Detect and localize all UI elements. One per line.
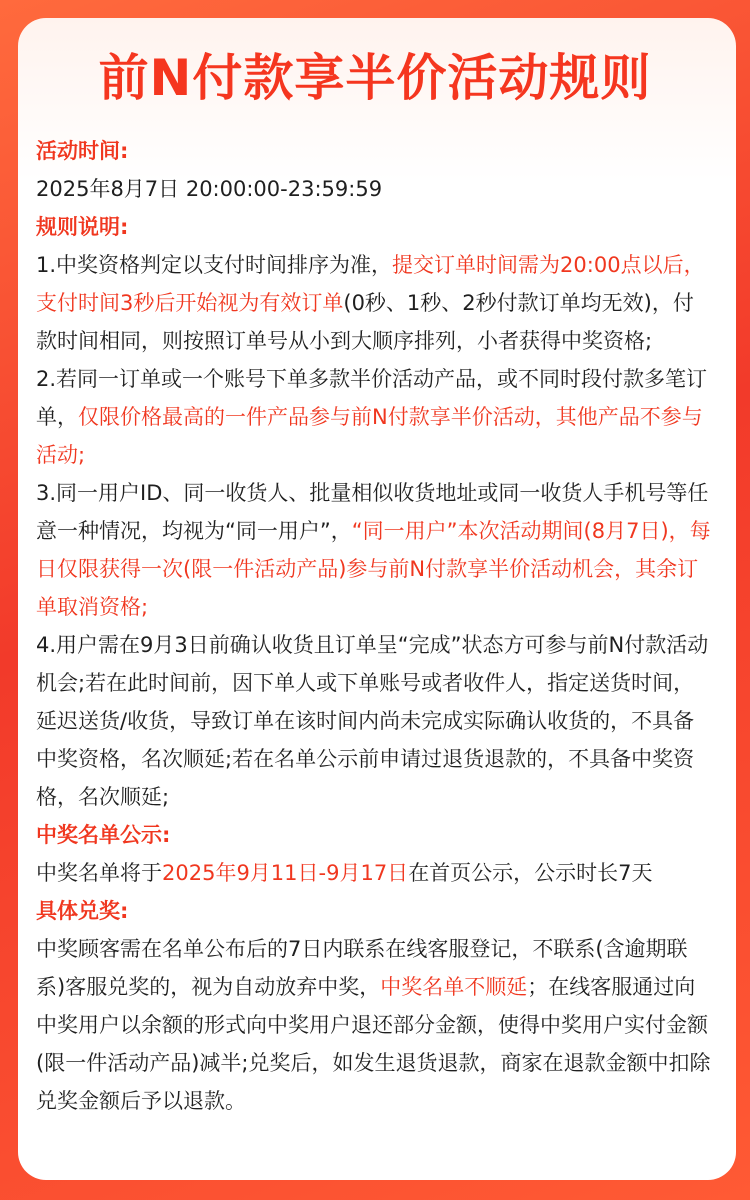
rule-1-text-end: (0秒、1秒、2秒付款订单均无效)，付款时间相同，则按照订单号从小到大顺序排列，小者获得中奖资格; [36, 291, 694, 353]
redeem-heading: 具体兑奖: [36, 899, 129, 923]
redeem-highlight: 中奖名单不顺延 [380, 975, 528, 999]
winner-list-text-start: 中奖名单将于 [36, 861, 162, 885]
page-title: 前N付款享半价活动规则 [98, 49, 652, 107]
rule-2-text: 2.若同一订单或一个账号下单多款半价活动产品，或不同时段付款多笔订单， [36, 367, 708, 429]
rules-heading: 规则说明: [36, 215, 129, 239]
rule-1-text: 1.中奖资格判定以支付时间排序为准， [36, 253, 393, 277]
rule-4-text: 4.用户需在9月3日前确认收货且订单呈“完成”状态方可参与前N付款活动机会;若在此时间前，因下单人或下单账号或者收件人，指定送货时间，延迟送货/收货，导致订单在该时间内尚未完成实际确认收货的，不具备中奖资格，名次顺延;若在名单公示前申请过退货退款的，不具备中奖资格，名次顺延; [36, 633, 709, 809]
winner-list-text-end: 在首页公示，公示时长7天 [408, 861, 653, 885]
redeem-text-start: 中奖顾客需在名单公布后的7日内联系在线客服登记，不联系(含逾期联系)客服兑奖的，视为自动放弃中奖， [36, 937, 688, 999]
rules-card [18, 18, 736, 1180]
activity-time-value: 2025年8月7日 20:00:00-23:59:59 [36, 177, 383, 201]
rule-3-highlight: “同一用户”本次活动期间(8月7日)，每日仅限获得一次(限一件活动产品)参与前N付款享半价活动机会，其余订单取消资格; [36, 519, 711, 619]
rule-2-highlight: 仅限价格最高的一件产品参与前N付款享半价活动，其他产品不参与活动; [36, 405, 703, 467]
rule-item-2 [36, 360, 714, 474]
rule-3-text: 3.同一用户ID、同一收货人、批量相似收货地址或同一收货人手机号等任意一种情况，均视为“同一用户”， [36, 481, 709, 543]
winner-list-heading: 中奖名单公示: [36, 823, 171, 847]
redeem-text-end: ；在线客服通过向中奖用户以余额的形式向中奖用户退还部分金额，使得中奖用户实付金额(限一件活动产品)减半;兑奖后，如发生退货退款，商家在退款金额中扣除兑奖金额后予以退款。 [36, 975, 711, 1113]
activity-time-heading: 活动时间: [36, 139, 129, 163]
winner-list-text [36, 854, 714, 892]
redeem-text [36, 930, 714, 1120]
rules-body [36, 132, 714, 1120]
rule-item-1 [36, 246, 714, 360]
winner-list-dates: 2025年9月11日-9月17日 [162, 861, 409, 885]
rule-1-highlight: 提交订单时间需为20:00点以后，支付时间3秒后开始视为有效订单 [36, 253, 705, 315]
rule-item-4 [36, 626, 714, 816]
rule-item-3 [36, 474, 714, 626]
